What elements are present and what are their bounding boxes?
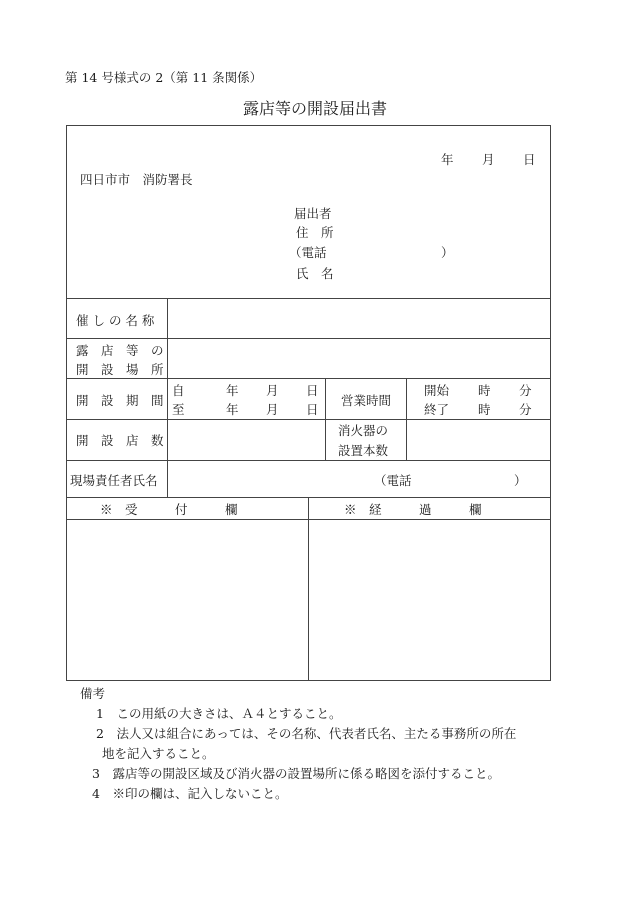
store-count-label: 開 設 店 数: [76, 433, 164, 448]
period-to-day: 日: [306, 402, 319, 417]
form-number: 第 14 号様式の 2（第 11 条関係）: [65, 70, 263, 85]
start-label: 開始: [424, 383, 450, 398]
reception-column-header: ※ 受 付 欄: [100, 502, 238, 517]
location-label-line1: 露 店 等 の: [76, 343, 164, 358]
applicant-label: 届出者: [294, 206, 332, 221]
period-to: 至: [172, 402, 185, 417]
location-label-line2: 開 設 場 所: [76, 362, 164, 377]
end-minute: 分: [519, 402, 532, 417]
period-from-month: 月: [266, 383, 279, 398]
extinguisher-label-line2: 設置本数: [338, 443, 389, 458]
divider-location: [66, 378, 551, 379]
notes-heading: 備考: [80, 686, 106, 701]
manager-phone-close: ）: [514, 473, 527, 488]
divider-event: [66, 338, 551, 339]
period-from-day: 日: [306, 383, 319, 398]
address-label: 住 所: [296, 225, 334, 240]
manager-name-label: 現場責任者氏名: [70, 473, 158, 488]
note-item-3: 3 露店等の開設区域及び消火器の設置場所に係る略図を添付すること。: [92, 766, 500, 781]
divider-label-column: [167, 298, 168, 497]
divider-header: [66, 298, 551, 299]
progress-column-header: ※ 経 過 欄: [344, 502, 482, 517]
period-label: 開 設 期 間: [76, 393, 164, 408]
start-hour: 時: [478, 383, 491, 398]
phone-close: ）: [441, 245, 454, 260]
date-month: 月: [482, 152, 495, 167]
addressee: 四日市市 消防署長: [80, 172, 193, 187]
note-item-1: 1 この用紙の大きさは、Ａ４とすること。: [96, 706, 342, 721]
divider-mid-column: [325, 378, 326, 460]
date-day: 日: [523, 152, 536, 167]
name-label: 氏 名: [296, 266, 334, 281]
date-year: 年: [441, 152, 454, 167]
period-from-year: 年: [226, 383, 239, 398]
event-name-label: 催 し の 名 称: [76, 313, 155, 328]
extinguisher-label-line1: 消火器の: [338, 423, 389, 438]
divider-bottom-sections: [308, 497, 309, 681]
manager-phone-label: （電話: [374, 473, 412, 488]
end-hour: 時: [478, 402, 491, 417]
note-item-2-line2: 地を記入すること。: [102, 746, 215, 761]
divider-period: [66, 419, 551, 420]
notes: [80, 684, 516, 804]
divider-stores: [66, 460, 551, 461]
business-hours-label: 営業時間: [341, 393, 392, 408]
note-item-2-line1: 2 法人又は組合にあっては、その名称、代表者氏名、主たる事務所の所在: [96, 726, 517, 741]
period-from: 自: [172, 383, 185, 398]
page-title: 露店等の開設届出書: [242, 99, 387, 118]
divider-right-column: [406, 378, 407, 460]
start-minute: 分: [519, 383, 532, 398]
end-label: 終了: [424, 402, 450, 417]
period-to-month: 月: [266, 402, 279, 417]
phone-label: （電話: [289, 245, 327, 260]
period-to-year: 年: [226, 402, 239, 417]
note-item-4: 4 ※印の欄は、記入しないこと。: [92, 786, 288, 801]
